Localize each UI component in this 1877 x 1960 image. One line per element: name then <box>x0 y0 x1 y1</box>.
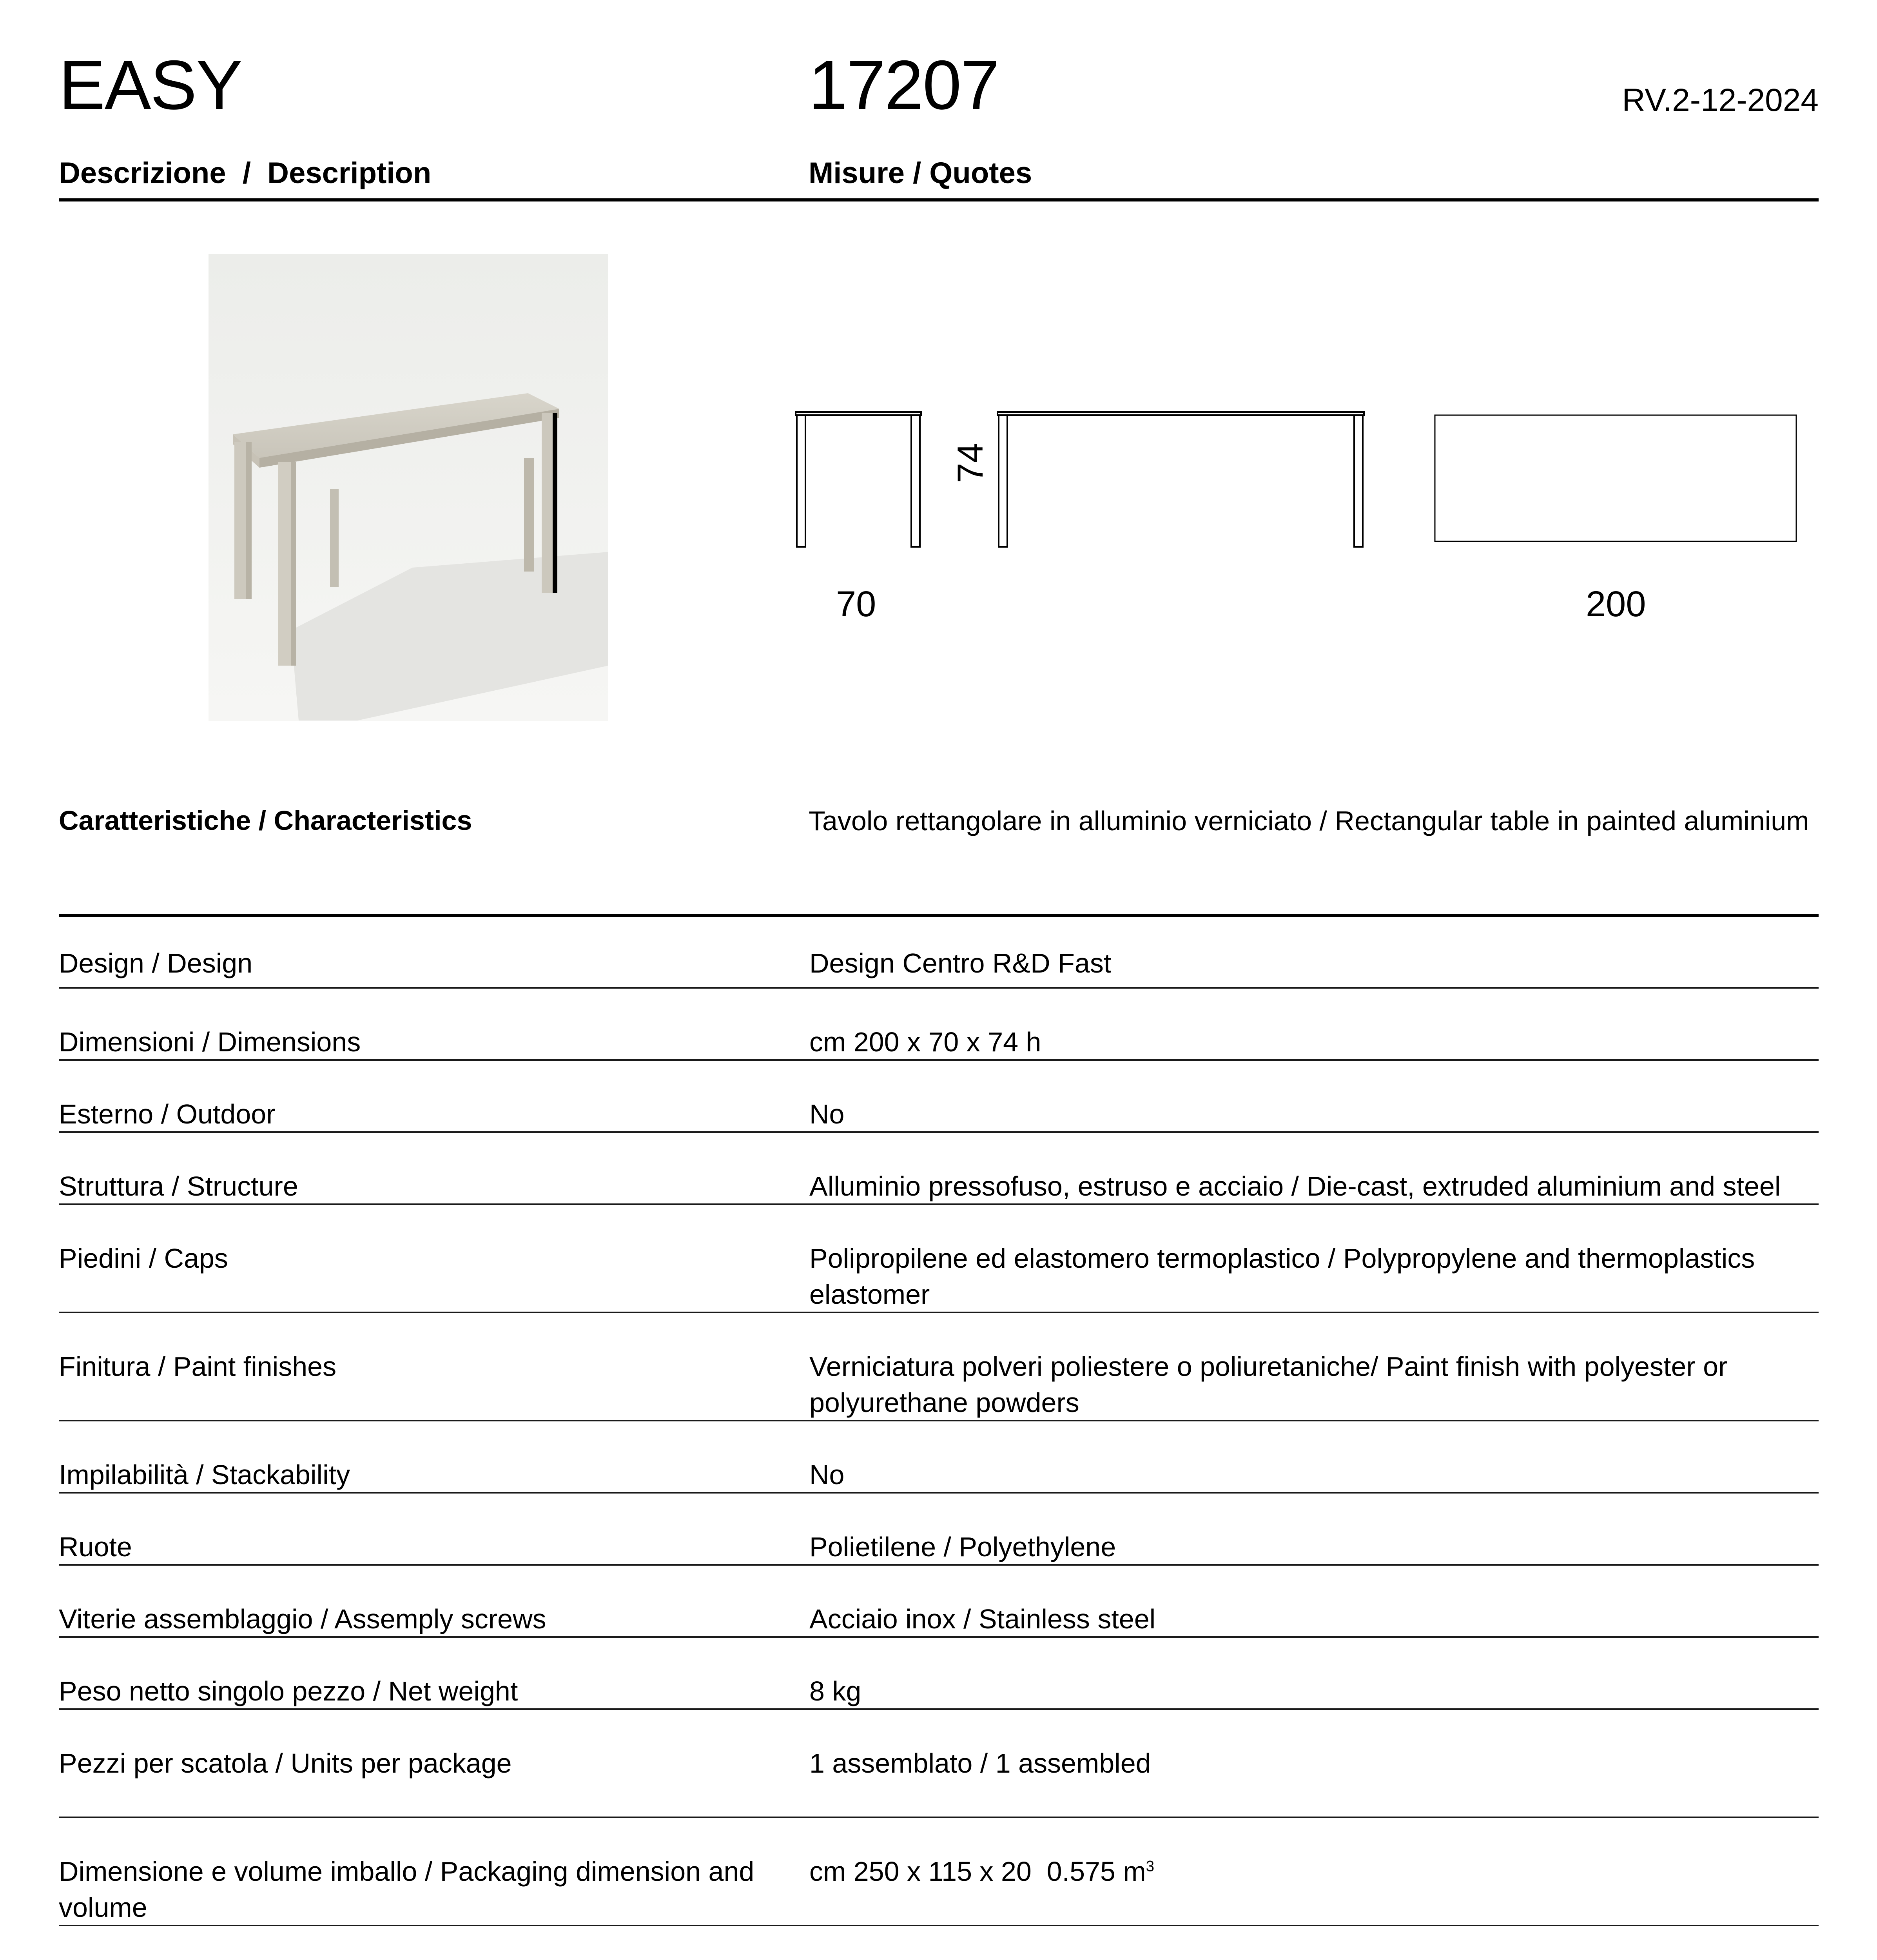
product-code: 17207 <box>809 46 999 124</box>
spec-row-structure <box>59 1133 1819 1205</box>
spec-row-stackability <box>59 1421 1819 1494</box>
characteristics-heading: Caratteristiche / Characteristics <box>59 805 472 836</box>
product-photo <box>209 254 608 721</box>
header-divider <box>59 198 1819 201</box>
spec-label: Viterie assemblaggio / Assemply screws <box>59 1604 546 1634</box>
spec-value: Design Centro R&D Fast <box>809 948 1112 978</box>
spec-row-gross-weight <box>59 1926 1819 1960</box>
spec-label: Dimensione e volume imballo / Packaging dimension and volume <box>59 1856 754 1923</box>
table-photo-image <box>209 254 608 721</box>
spec-value: cm 200 x 70 x 74 h <box>809 1027 1041 1057</box>
spec-label: Dimensioni / Dimensions <box>59 1027 361 1057</box>
spec-value: Alluminio pressofuso, estruso e acciaio / Die-cast, extruded aluminium and steel <box>809 1171 1781 1201</box>
spec-row-paint-finishes <box>59 1313 1819 1421</box>
spec-label: Struttura / Structure <box>59 1171 298 1201</box>
height-dimension-label: 74 <box>950 443 990 483</box>
spec-row-assembly-screws <box>59 1566 1819 1638</box>
side-view-drawing <box>794 410 927 551</box>
spec-row-packaging <box>59 1818 1819 1926</box>
spec-value-text: cm 250 x 115 x 20 0.575 m <box>809 1856 1146 1887</box>
spec-value: Polipropilene ed elastomero termoplastico / Polypropylene and thermoplastics elastomer <box>809 1243 1755 1310</box>
spec-value: Acciaio inox / Stainless steel <box>809 1604 1156 1634</box>
spec-label: Finitura / Paint finishes <box>59 1351 337 1382</box>
depth-dimension-label: 70 <box>836 584 876 624</box>
spec-row-dimensions <box>59 989 1819 1061</box>
spec-label: Esterno / Outdoor <box>59 1099 276 1129</box>
spec-label: Peso netto singolo pezzo / Net weight <box>59 1676 518 1706</box>
description-heading: Descrizione / Description <box>59 156 432 190</box>
spec-row-design <box>59 916 1819 989</box>
characteristics-value: Tavolo rettangolare in alluminio verniciato / Rectangular table in painted aluminium <box>809 806 1809 836</box>
spec-row-net-weight <box>59 1638 1819 1710</box>
spec-label: Impilabilità / Stackability <box>59 1459 350 1490</box>
spec-row-wheels <box>59 1494 1819 1566</box>
spec-row-caps <box>59 1205 1819 1313</box>
revision-code: RV.2-12-2024 <box>1622 82 1819 118</box>
product-name: EASY <box>59 46 242 124</box>
cubic-superscript: 3 <box>1146 1858 1155 1875</box>
spec-value: Verniciatura polveri poliestere o poliuretaniche/ Paint finish with polyester or polyurethane powders <box>809 1351 1728 1418</box>
top-view-drawing <box>1434 414 1798 543</box>
spec-row-outdoor <box>59 1061 1819 1133</box>
length-dimension-label: 200 <box>1586 584 1646 624</box>
front-view-drawing <box>996 410 1368 551</box>
spec-value: No <box>809 1459 845 1490</box>
measures-heading: Misure / Quotes <box>809 156 1032 190</box>
spec-table <box>59 916 1819 1960</box>
spec-value: Polietilene / Polyethylene <box>809 1532 1116 1562</box>
spec-value: 1 assemblato / 1 assembled <box>809 1748 1151 1779</box>
spec-label: Design / Design <box>59 948 253 978</box>
spec-label: Piedini / Caps <box>59 1243 228 1274</box>
spec-value: 8 kg <box>809 1676 861 1706</box>
spec-value: No <box>809 1099 845 1129</box>
spec-label: Ruote <box>59 1532 132 1562</box>
spec-row-units-per-package <box>59 1710 1819 1818</box>
spec-label: Pezzi per scatola / Units per package <box>59 1748 512 1779</box>
spec-value <box>809 1853 1819 1889</box>
